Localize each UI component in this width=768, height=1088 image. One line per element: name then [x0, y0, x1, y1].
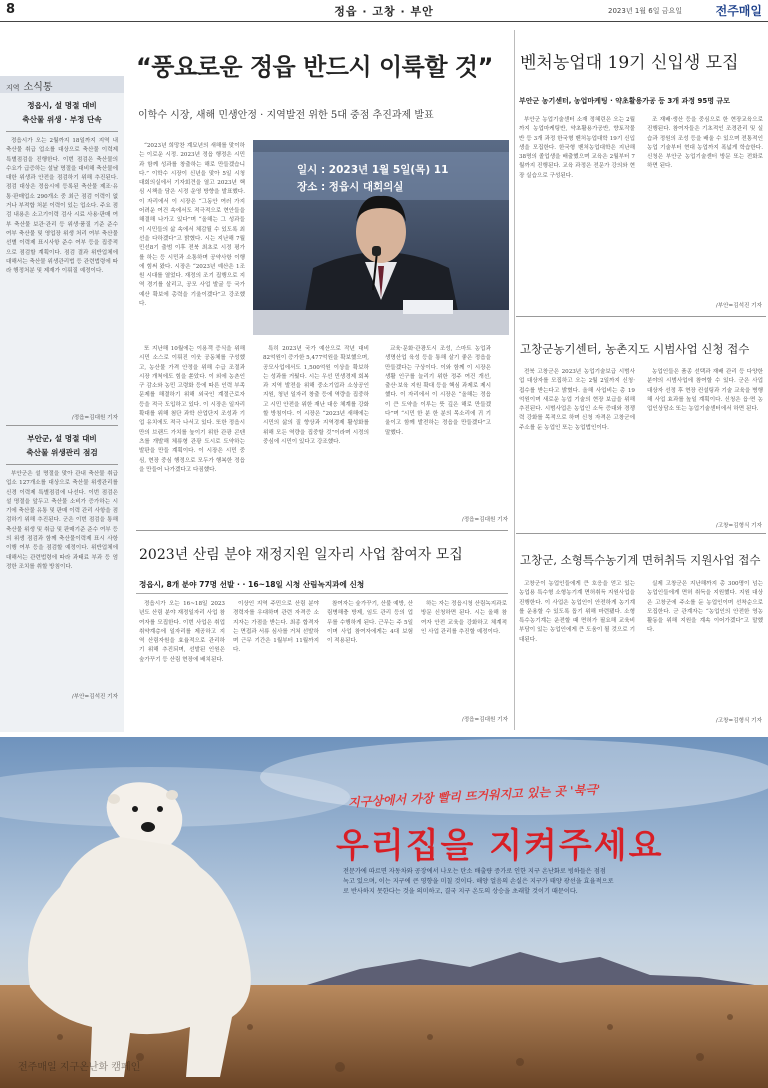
main-body-col2: 또 지난해 10월에는 이용객 증식을 위해 시민 소스로 이뤄진 이웃 공동체를 구성했고, 농산물 가격 안정을 위해 수급 조절과 시장 개척에도 힘을 쏟았다. 이 외에 농촌인구 감소와 농민 고령화 등에 따른 인력 부족 문제를 해결하기 위해 외국인 계절근로자 등을 적극 도입하고 있다. 이 시장은 일자리 확대를 위해 첨단 과학 산업단지 조성과 기업 유치에도 적극 나서고 있다. 또한 정읍시만의 브랜드 가치를 높이기 위한 관광 콘텐츠를 개발해 체류형 관광 도시로 도약하는 발판을 만들 계획이다. 이 시장은 시민 중심, 현장 중심 행정으로 모두가 행복한 정읍을 만들어 나가겠다고 다짐했다.	[139, 346, 245, 473]
ad-body-line2: 녹고 있으며, 이는 지구에 큰 영향을 미칠 것이다. 해양 얼음의 손실은 지구가 태양 광선을 효율적으로	[343, 878, 614, 885]
right-story1-body-colA: 부안군 농업기술센터 소재 정혜린은 오는 2월까지 농업마케팅반, 약초활용가공반, 향토작물반 등 3개 과정 한국형 벤처농업대학 19기 신입생을 모집한다. 한국형 벤처농업대학은 지난해 38명의 졸업생을 배출했으며 교육은 2월부터 7월까지 진행된다. 교육 과정은 전문가 강의와 현장 실습으로 구성된다.	[519, 117, 635, 179]
ad-headline: 우리집을 지켜주세요	[336, 826, 664, 866]
sidebar-story2-byline: /부안=김석진 기자	[71, 694, 118, 700]
story2-body-col1: 정읍시가 오는 16~18일 2023년도 산림 분야 재정일자리 사업 참여자를 모집한다. 이번 사업은 취업취약계층에 일자리를 제공하고 지역 산림자원을 효율적으로 관리하기 위해 추진되며, 선발된 인원은 숲가꾸기 등 산림 현장에 배치된다.	[139, 601, 225, 663]
right-story1-byline: /부안=김석진 기자	[715, 303, 762, 309]
right-story3-body-colB: 실제 고창군은 지난해까지 총 300명이 넘는 농업인들에게 면허 취득을 지원했다. 지원 대상은 고창군에 주소를 둔 농업인이며 선착순으로 모집한다. 군 관계자는 “농업인의 안전한 영농 활동을 위해 지원을 계속 이어가겠다”고 말했다.	[647, 581, 763, 634]
photo-banner-line2: 장소 : 정읍시 대회의실	[297, 181, 404, 193]
main-headline[interactable]: “풍요로운 정읍 반드시 이룩할 것”	[136, 53, 493, 81]
sidebar-label	[0, 76, 124, 93]
ad-tagline: 지구상에서 가장 빨리 뜨거워지고 있는 곳 '북극'	[347, 782, 601, 810]
sidebar-story1-title	[6, 99, 118, 127]
page-number: 8	[6, 2, 16, 17]
mayor-press-conference-photo	[253, 140, 509, 335]
ad-body	[343, 867, 685, 897]
ad-watermark: 전주매일 지구온난화 캠페인	[18, 1062, 141, 1073]
right-story2-byline: /고창=김형식 기자	[715, 523, 762, 529]
ad-body-line3: 로 반사하지 못한다는 것을 의미하고, 결국 지구 온도의 상승을 초래할 것이기 때문이다.	[343, 888, 578, 895]
section-title: 정읍 · 고창 · 부안	[334, 5, 434, 18]
arctic-landscape-illustration	[0, 737, 768, 1088]
sidebar-label-small: 지역	[6, 84, 20, 92]
sidebar-story2-body: 부안군은 설 명절을 맞아 관내 축산물 취급업소 127개소를 대상으로 축산물 위생관리를 신경 이력제 특별점검에 나선다. 이번 점검은 설 명절을 앞두고 축산물 소비가 증가하는 시기에 축산물 유통 및 판매 이력 관리 사항을 점검하기 위해 추진된다. 군은 이번 점검을 통해 축산물 위생 및 취급 및 판매기준 준수 여부 등의 위생 점검과 함께 축산물이력제 표시 사항 이행 여부 등을 점검할 예정이다. 위반업체에 대해서는 관련법령에 따라 과태료 부과 등 엄정한 조치를 취할 방침이다.	[6, 471, 118, 570]
story2-body-col2: 이상인 지역 주민으로 산림 분야 경력자를 우대하며 관련 자격증 소지자는 가점을 받는다. 최종 합격자는 면접과 서류 심사를 거쳐 선발하며 근무 기간은 1월부터 11월까지다.	[233, 601, 319, 654]
main-body-col3: 특히 2023년 국가 예산으로 작년 대비 82억원이 증가한 5,477억원을 확보했으며, 공모사업에서도 1,500억원 이상을 확보하는 성과를 거뒀다. 시는 우선 민생경제 회복과 지역 발전을 위해 중소기업과 소상공인 지원, 청년 일자리 창출 등에 역량을 집중하고 시민 안전을 위한 재난 대응 체계를 강화할 방침이다. 이 시장은 “2023년 새해에는 시민의 삶의 질 향상과 지역경제 활성화를 위해 모든 역량을 집중할 것”이라며 시정의 중심에 시민이 있다고 강조했다.	[263, 346, 369, 445]
main-subhead: 이학수 시장, 새해 민생안정 · 지역발전 위한 5대 중점 추진과제 발표	[138, 110, 434, 121]
main-byline: /정읍=김대원 기자	[461, 517, 508, 523]
main-body-col1: “2023년 희망찬 계묘년의 새해를 맞이하는 이로운 시정. 2023년 정읍 행정은 시민과 함께 성과를 창출하는 해로 만들겠습니다.” 이학수 시장이 신년을 맞아 5일 시청 대회의실에서 기자회견을 열고 2023년 핵심 시책을 담은 시정 운영 방향을 발표했다. 이 자리에서 이 시장은 “그동안 여러 가지 어려운 여건 속에서도 적극적으로 현안들을 해결해 나가고 있다”며 “올해는 그 성과들이 시민들의 삶 속에서 체감될 수 있도록 최선을 다하겠다”고 밝혔다. 시는 지난해 7월 민선8기 출범 이후 전북 최초로 시정 평가를 하는 등 시민과 소통하며 공약사항 이행에 힘써 왔다. 시장은 “2023년 예산은 1조원 시대를 열었다. 재정의 조기 집행으로 지역 경기를 살리고, 공모 사업 발굴 등 국가예산 확보에 총력을 기울이겠다”고 강조했다.	[139, 143, 245, 308]
right-story2-headline[interactable]: 고창군농기센터, 농촌지도 시범사업 신청 접수	[520, 342, 750, 356]
ad-body-line1: 전문가에 따르면 자동차와 공장에서 나오는 탄소 배출량 증가로 인한 지구 온난화로 빙하들은 점점	[343, 868, 606, 875]
sidebar-story1-title-line1: 정읍시, 설 명절 대비	[27, 101, 97, 110]
story2-subhead: 정읍시, 8개 분야 77명 선발 · · 16~18일 시청 산림녹지과에 신청	[139, 580, 365, 589]
sidebar-news-brief	[0, 76, 124, 732]
story2-headline[interactable]: 2023년 산림 분야 재정지원 일자리 사업 참여자 모집	[139, 547, 463, 563]
right-story3-byline: /고창=김형식 기자	[715, 718, 762, 724]
divider	[136, 593, 508, 594]
sidebar-story2-title-line1: 부안군, 설 명절 대비	[27, 434, 97, 443]
right-story1-subhead: 부안군 농기센터, 농업마케팅 · 약초활용가공 등 3개 과정 95명 규모	[519, 97, 730, 105]
sidebar-story2-title	[6, 432, 118, 460]
story2-byline: /정읍=김대원 기자	[461, 717, 508, 723]
story2-body-col4: 하는 자는 정읍시청 산림녹지과로 방문 신청하면 된다. 시는 올해 참여자 안전 교육을 강화하고 체계적인 사업 관리를 추진할 예정이다.	[421, 601, 507, 635]
sidebar-story1-byline: /정읍=김대원 기자	[71, 415, 118, 421]
story2-body-col3: 참여자는 숲가꾸기, 산불 예방, 산림병해충 방제, 임도 관리 등의 업무를 수행하게 된다. 근무는 주 5일이며 사업 참여자에게는 4대 보험이 적용된다.	[327, 601, 413, 645]
right-story2-body-colB: 농업인들은 품종 선택과 재배 관리 등 다양한 분야의 시범사업에 참여할 수 있다. 군은 사업 대상자 선정 후 현장 컨설팅과 기술 교육을 병행해 사업 효과를 높일 계획이다. 신청은 읍·면 농업인상담소 또는 농업기술센터에서 하면 된다.	[647, 369, 763, 413]
divider	[136, 530, 508, 531]
photo-banner-line1: 일시 : 2023년 1월 5일(목) 11	[297, 164, 449, 176]
right-story3-headline[interactable]: 고창군, 소형특수농기계 면허취득 지원사업 접수	[520, 553, 761, 567]
divider	[6, 131, 118, 132]
sidebar-label-main: 소식통	[23, 82, 53, 93]
sidebar-story1-body: 정읍시가 오는 2월까지 18일까지 지역 내 축산물 취급 업소를 대상으로 축산물 이력제 특별점검을 진행한다. 이번 점검은 축산물의 수요가 급증하는 설날 명절을 대비해 축산물에 대한 위생과 안전을 점검하기 위해 추진된다. 점검 대상은 정읍시에 등록된 축산물 제조·유통·판매업소 290개소 중 최근 점검 이력이 없거나 부적합 처분 이력이 있는 업소다. 주요 점검 내용은 소고기이력 검사 시료 사용·판매 여부 축산물 보관·관리 등 위생·품질 기준 준수 여부 축산물 및 영업장 위생 처리 여부 축산물 선별 이력제 표시사항 준수 여부 등을 집중적으로 점검할 계획이다. 점검 결과 위반업체에 대해서는 축산물 위생관리법 등 관련법령에 따라 행정처분 및 제재가 이뤄질 예정이다.	[6, 138, 118, 275]
right-story1-headline[interactable]: 벤처농업대 19기 신입생 모집	[520, 53, 739, 73]
climate-campaign-ad[interactable]	[0, 737, 768, 1088]
page-header	[0, 0, 768, 22]
column-divider	[514, 30, 515, 730]
right-story2-body-colA: 전북 고창군은 2023년 농업기술보급 시범사업 대상자를 모집하고 오는 2월 2일까지 신청·접수를 받는다고 밝혔다. 올해 사업비는 총 19억원이며 새로운 농업 기술의 현장 보급을 위해 추진된다. 시범사업은 농업인 소득 증대와 경쟁력 강화를 목적으로 하며 신청 자격은 고창군에 주소를 둔 농업인 또는 농업법인이다.	[519, 369, 635, 431]
newspaper-masthead[interactable]: 전주매일	[715, 4, 762, 18]
divider	[516, 533, 766, 534]
sidebar-story1-title-line2: 축산물 위생 · 부정 단속	[22, 115, 102, 124]
right-story3-body-colA: 고창군이 농업인들에게 큰 호응을 얻고 있는 농업용 특수형 소형농기계 면허취득 지원사업을 진행한다. 이 사업은 농업인이 안전하게 농기계를 운용할 수 있도록 돕기 위해 마련됐다. 소형 특수농기계는 운전할 때 면허가 필요해 교육비 부담이 있는 농업인에게 큰 도움이 될 것으로 기대된다.	[519, 581, 635, 643]
divider	[6, 464, 118, 465]
main-body-col4: 교육·문화·관광도시 조성, 스마트 농업과 생명산업 육성 등을 통해 살기 좋은 정읍을 만들겠다는 구상이다. 이와 함께 이 시장은 생활 인구를 늘리기 위한 정주 여건 개선, 출산·보육 지원 확대 등을 핵심 과제로 제시했다. 이 자리에서 이 시장은 “올해는 정읍이 큰 도약을 이루는 뜻 깊은 해로 만들겠다”며 “시민 한 분 한 분의 목소리에 귀 기울이고 함께 발전하는 정읍을 만들겠다”고 말했다.	[385, 346, 491, 436]
right-story1-body-colB: 조 재배·생산 등을 중심으로 한 현장교육으로 진행된다. 참여자들은 기초적인 조경관리 및 실습과 정원의 조성 등을 배울 수 있으며 전통적인 농업 기술부터 현대 농업까지 폭넓게 학습한다. 신청은 부안군 농업기술센터 방문 또는 전화로 하면 된다.	[647, 117, 763, 170]
divider	[516, 316, 766, 317]
divider	[6, 425, 118, 426]
photo-banner	[297, 162, 448, 196]
publication-date: 2023년 1월 6일 금요일	[608, 7, 682, 15]
sidebar-story2-title-line2: 축산물 위생관리 점검	[26, 448, 98, 457]
